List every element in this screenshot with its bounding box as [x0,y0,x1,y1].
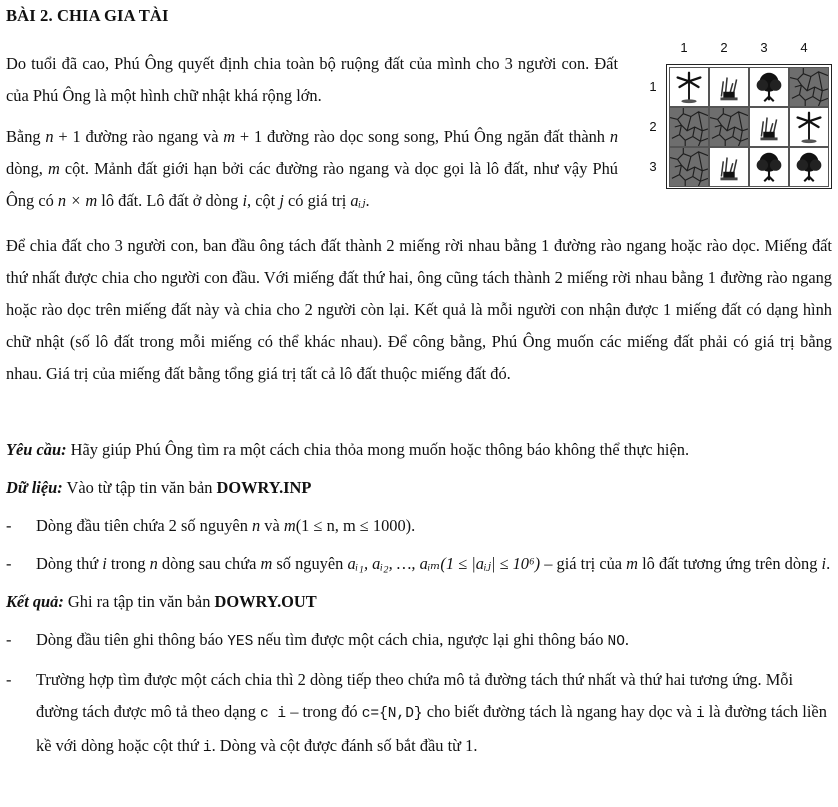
math-var: n [252,516,261,535]
cracked-land-cell [669,147,709,187]
intro-paragraph-2 [6,121,618,217]
math-var: aᵢⱼ [350,191,366,210]
code-span: c i [260,706,287,722]
text-span: Dòng đầu tiên chứa 2 số nguyên [36,516,252,535]
math-var: m [626,554,639,573]
math-var: n [45,127,54,146]
text-span: lô đất. Lô đất ở dòng [97,191,243,210]
math-var: m [47,159,60,178]
output-label: Kết quả: [6,592,64,611]
input-filename: DOWRY.INP [216,478,312,497]
code-no: NO [607,634,625,650]
requirement-text: Hãy giúp Phú Ông tìm ra một cách chia thỏa mong muốn hoặc thông báo không thể thực hiện. [66,440,690,459]
math-var: i [242,191,248,210]
palm-tree-icon [790,108,828,146]
tree-cell [749,147,789,187]
output-bullet-1 [6,624,832,658]
input-label: Dữ liệu: [6,478,63,497]
text-span: , cột [247,191,280,210]
column-label: 1 [680,40,688,55]
row-label: 3 [649,159,657,174]
text-span: . [624,630,630,649]
input-line [6,472,832,504]
input-bullet-1 [6,510,832,542]
text-span: + 1 đường rào ngang và [53,127,224,146]
math-var: m [260,554,273,573]
text-span: Dòng thứ [36,554,103,573]
text-span: – trong đó [286,702,362,721]
text-span: . [826,554,831,573]
tree-icon [750,148,788,186]
input-text: Vào từ tập tin văn bản [62,478,217,497]
description-section [6,230,832,390]
grass-icon [750,108,788,146]
land-grid-figure [642,38,834,188]
cracked-land-cell [669,107,709,147]
text-span: và [260,516,284,535]
math-var: i [102,554,107,573]
cracked-land-icon [790,68,828,106]
math-expr: aᵢ₁, aᵢ₂, …, aᵢₘ(1 ≤ |aᵢⱼ| ≤ 10⁶) [347,554,541,573]
requirement-label: Yêu cầu: [6,440,67,459]
math-constraint: (1 ≤ n, m ≤ 1000). [295,516,416,535]
math-var: m [283,516,296,535]
column-label: 3 [760,40,768,55]
text-span: + 1 đường rào dọc song song, Phú Ông ngăn đất thành [235,127,610,146]
math-var: n [149,554,158,573]
cracked-land-icon [670,148,708,186]
text-span: nếu tìm được một cách chia, ngược lại ghi thông báo [253,630,608,649]
grass-cell [749,107,789,147]
row-label: 1 [649,79,657,94]
column-label: 2 [720,40,728,55]
description-paragraph: Để chia đất cho 3 người con, ban đầu ông tách đất thành 2 miếng rời nhau bằng 1 đường rào ngang hoặc rào dọc. Miếng đất thứ nhất được chia cho người con đầu. Với miếng đất thứ hai, ông cũng tách thành 2 miếng rời nhau bằng 1 đường rào ngang hoặc rào dọc trên miếng đất này và chia cho 2 người còn lại. Kết quả là mỗi người con nhận được 1 miếng đất có dạng hình chữ nhật (số lô đất trong mỗi miếng có thể khác nhau). Để công bằng, Phú Ông muốn các miếng đất phải có giá trị bằng nhau. Giá trị của miếng đất bằng tổng giá trị tất cả lô đất thuộc miếng đất đó. [6,236,832,383]
tree-cell [789,147,829,187]
code-span: i [695,706,705,722]
tree-icon [750,68,788,106]
bullet-dash: - [6,630,12,649]
grass-cell [709,147,749,187]
requirement-line [6,434,832,466]
grass-icon [710,68,748,106]
text-span: số nguyên [272,554,348,573]
code-span: c={N,D} [361,706,423,722]
text-span: có giá trị [283,191,351,210]
column-label: 4 [800,40,808,55]
text-span: Dòng đầu tiên ghi thông báo [36,630,228,649]
math-expr: n × m [57,191,98,210]
text-span: là đường tách liền kề với dòng hoặc cột thứ [36,702,827,755]
text-span: cột. Mảnh đất giới hạn bởi các đường rào ngang và dọc gọi là lô đất, như vậy Phú Ông có [6,159,618,210]
cracked-land-icon [670,108,708,146]
bullet-dash: - [6,554,12,573]
intro-paragraph-1: Do tuổi đã cao, Phú Ông quyết định chia toàn bộ ruộng đất của mình cho 3 người con. Đất của Phú Ông là một hình chữ nhật khá rộng lớn. [6,54,618,105]
problem-title: BÀI 2. CHIA GIA TÀI [6,6,169,25]
tree-icon [790,148,828,186]
math-var: i [821,554,827,573]
text-span: . Dòng và cột được đánh số bắt đầu từ 1. [211,736,478,755]
text-span: Bằng [6,127,46,146]
land-grid [666,64,832,189]
output-line [6,586,832,618]
bullet-dash: - [6,516,12,535]
text-span: . [365,191,370,210]
text-span: Trường hợp tìm được một cách chia thì 2 dòng tiếp theo chứa mô tả đường tách thứ nhất và thứ hai tương ứng. Mỗi đường tách được mô tả theo dạng [36,670,794,721]
math-var: m [223,127,236,146]
text-span: dòng sau chứa [157,554,261,573]
text-span: – giá trị của [540,554,627,573]
input-bullet-2 [6,548,832,580]
text-span: trong [106,554,150,573]
palm-tree-cell [669,67,709,107]
tree-cell [749,67,789,107]
cracked-land-cell [789,67,829,107]
palm-tree-icon [670,68,708,106]
text-span: cho biết đường tách là ngang hay dọc và [422,702,696,721]
code-yes: YES [227,634,254,650]
palm-tree-cell [789,107,829,147]
output-bullet-2 [6,664,832,764]
spec-section [6,434,832,764]
text-span: dòng, [6,159,48,178]
text-span: lô đất tương ứng trên dòng [638,554,822,573]
code-span: i [202,740,212,756]
cracked-land-icon [710,108,748,146]
row-label: 2 [649,119,657,134]
math-var: n [609,127,619,146]
grass-cell [709,67,749,107]
math-var: j [279,191,284,210]
output-filename: DOWRY.OUT [214,592,317,611]
bullet-dash: - [6,670,12,689]
output-text: Ghi ra tập tin văn bản [63,592,215,611]
intro-section [6,48,618,217]
cracked-land-cell [709,107,749,147]
grass-icon [710,148,748,186]
